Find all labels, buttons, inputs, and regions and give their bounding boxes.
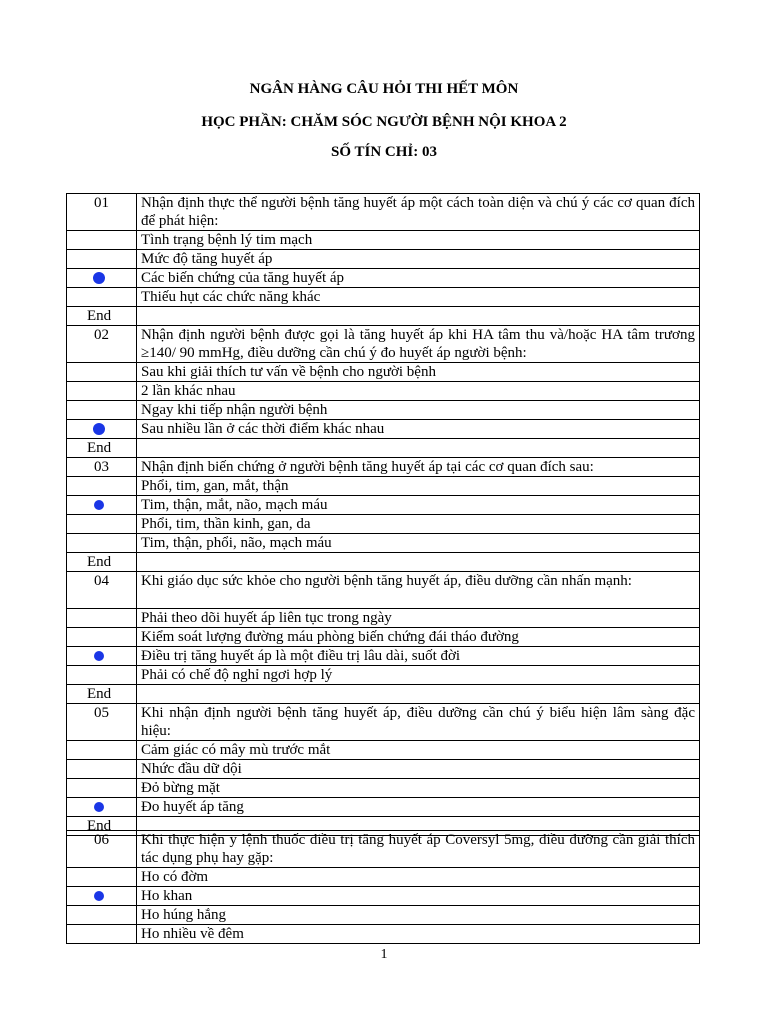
- option-marker-cell: [67, 925, 137, 944]
- correct-answer-dot-icon: [94, 651, 104, 661]
- option-marker-cell: [67, 868, 137, 887]
- option-marker-cell: [67, 269, 137, 288]
- answer-option: Các biến chứng của tăng huyết áp: [136, 269, 699, 288]
- option-marker-cell: [67, 647, 137, 666]
- answer-option: Ho húng hắng: [136, 906, 699, 925]
- correct-answer-dot-icon: [93, 272, 105, 284]
- answer-option: Ho có đờm: [136, 868, 699, 887]
- end-marker: End: [67, 307, 137, 326]
- answer-option: Đỏ bừng mặt: [136, 779, 699, 798]
- answer-option: Mức độ tăng huyết áp: [136, 250, 699, 269]
- answer-option: Phải có chế độ nghỉ ngơi hợp lý: [136, 666, 699, 685]
- question-number: 03: [67, 458, 137, 477]
- question-stem: Khi nhận định người bệnh tăng huyết áp, điều dưỡng cần chú ý biểu hiện lâm sàng đặc hiệu:: [136, 704, 699, 741]
- answer-option: Phổi, tim, gan, mắt, thận: [136, 477, 699, 496]
- option-marker-cell: [67, 288, 137, 307]
- bank-title: NGÂN HÀNG CÂU HỎI THI HẾT MÔN: [249, 81, 519, 97]
- answer-option: Sau khi giải thích tư vấn về bệnh cho người bệnh: [136, 363, 699, 382]
- empty-cell: [136, 439, 699, 458]
- page-number: 1: [380, 947, 388, 962]
- option-marker-cell: [67, 382, 137, 401]
- option-marker-cell: [67, 628, 137, 647]
- correct-answer-dot-icon: [94, 802, 104, 812]
- option-marker-cell: [67, 666, 137, 685]
- option-marker-cell: [67, 798, 137, 817]
- answer-option: Sau nhiều lần ở các thời điểm khác nhau: [136, 420, 699, 439]
- empty-cell: [136, 685, 699, 704]
- question-stem: Khi giáo dục sức khỏe cho người bệnh tăng huyết áp, điều dưỡng cần nhấn mạnh:: [136, 572, 699, 609]
- credits-line: SỐ TÍN CHỈ: 03: [331, 144, 437, 160]
- answer-option: Điều trị tăng huyết áp là một điều trị lâu dài, suốt đời: [136, 647, 699, 666]
- option-marker-cell: [67, 496, 137, 515]
- question-stem: Khi thực hiện y lệnh thuốc điều trị tăng huyết áp Coversyl 5mg, điều dưỡng cần giải thích tác dụng phụ hay gặp:: [136, 831, 699, 868]
- answer-option: Cảm giác có mây mù trước mắt: [136, 741, 699, 760]
- answer-option: Phổi, tim, thần kinh, gan, da: [136, 515, 699, 534]
- question-stem: Nhận định người bệnh được gọi là tăng huyết áp khi HA tâm thu và/hoặc HA tâm trương ≥140/ 90 mmHg, điều dưỡng cần chú ý đo huyết áp người bệnh:: [136, 326, 699, 363]
- option-marker-cell: [67, 420, 137, 439]
- empty-cell: [136, 553, 699, 572]
- question-number: 04: [67, 572, 137, 609]
- answer-option: Ho nhiều về đêm: [136, 925, 699, 944]
- empty-cell: [136, 307, 699, 326]
- answer-option: Tim, thận, phổi, não, mạch máu: [136, 534, 699, 553]
- question-stem: Nhận định thực thể người bệnh tăng huyết áp một cách toàn diện và chú ý các cơ quan đích để phát hiện:: [136, 194, 699, 231]
- end-marker: End: [67, 553, 137, 572]
- course-title: HỌC PHẦN: CHĂM SÓC NGƯỜI BỆNH NỘI KHOA 2: [201, 114, 567, 130]
- answer-option: Ngay khi tiếp nhận người bệnh: [136, 401, 699, 420]
- option-marker-cell: [67, 534, 137, 553]
- end-marker: End: [67, 439, 137, 458]
- option-marker-cell: [67, 231, 137, 250]
- option-marker-cell: [67, 887, 137, 906]
- question-number: 05: [67, 704, 137, 741]
- option-marker-cell: [67, 609, 137, 628]
- answer-option: 2 lần khác nhau: [136, 382, 699, 401]
- answer-option: Tình trạng bệnh lý tim mạch: [136, 231, 699, 250]
- option-marker-cell: [67, 477, 137, 496]
- option-marker-cell: [67, 741, 137, 760]
- answer-option: Phải theo dõi huyết áp liên tục trong ngày: [136, 609, 699, 628]
- correct-answer-dot-icon: [93, 423, 105, 435]
- end-marker: End: [67, 685, 137, 704]
- option-marker-cell: [67, 363, 137, 382]
- option-marker-cell: [67, 401, 137, 420]
- option-marker-cell: [67, 515, 137, 534]
- question-table: [66, 193, 700, 836]
- answer-option: Ho khan: [136, 887, 699, 906]
- question-stem: Nhận định biến chứng ở người bệnh tăng huyết áp tại các cơ quan đích sau:: [136, 458, 699, 477]
- answer-option: Kiểm soát lượng đường máu phòng biến chứng đái tháo đường: [136, 628, 699, 647]
- question-number: 01: [67, 194, 137, 231]
- option-marker-cell: [67, 779, 137, 798]
- question-number: 06: [67, 831, 137, 868]
- option-marker-cell: [67, 760, 137, 779]
- correct-answer-dot-icon: [94, 891, 104, 901]
- option-marker-cell: [67, 906, 137, 925]
- question-number: 02: [67, 326, 137, 363]
- answer-option: Tim, thận, mắt, não, mạch máu: [136, 496, 699, 515]
- question-table: [66, 830, 700, 944]
- correct-answer-dot-icon: [94, 500, 104, 510]
- answer-option: Thiếu hụt các chức năng khác: [136, 288, 699, 307]
- answer-option: Nhức đầu dữ dội: [136, 760, 699, 779]
- option-marker-cell: [67, 250, 137, 269]
- end-marker: End: [67, 817, 137, 836]
- answer-option: Đo huyết áp tăng: [136, 798, 699, 817]
